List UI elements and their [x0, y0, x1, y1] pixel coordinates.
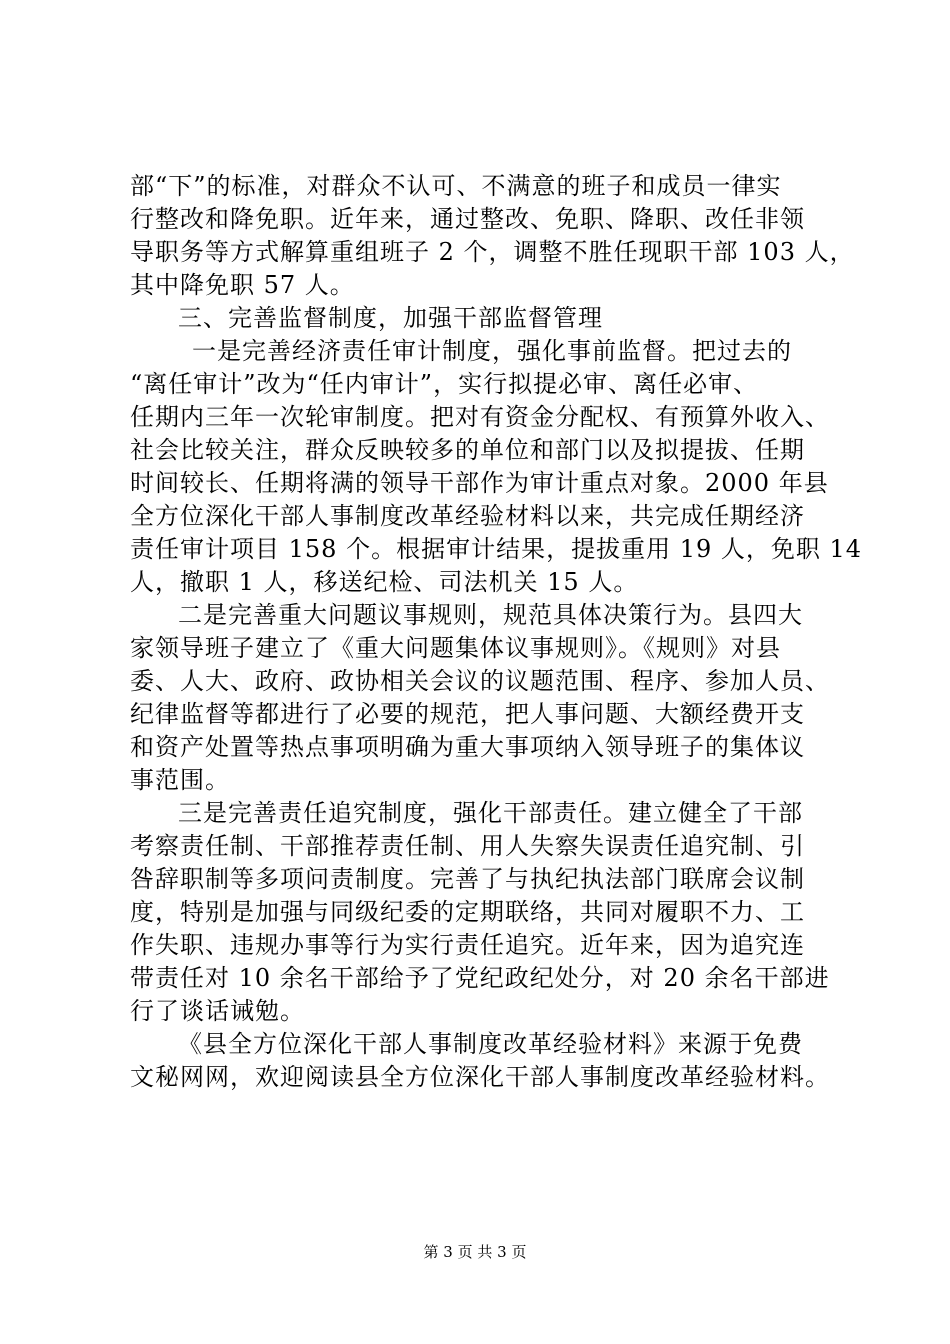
text-line: 任期内三年一次轮审制度。把对有资金分配权、有预算外收入、	[130, 403, 830, 431]
text-line: 三是完善责任追究制度，强化干部责任。建立健全了干部	[178, 799, 803, 827]
text-line: 一是完善经济责任审计制度，强化事前监督。把过去的	[192, 337, 792, 365]
page-number-label: 第 3 页 共 3 页	[423, 1243, 527, 1261]
text-line: 全方位深化干部人事制度改革经验材料以来，共完成任期经济	[130, 502, 805, 530]
text-line: 文秘网网，欢迎阅读县全方位深化干部人事制度改革经验材料。	[130, 1063, 830, 1091]
text-line: 家领导班子建立了《重大问题集体议事规则》。《规则》对县	[130, 634, 781, 662]
text-line: 度，特别是加强与同级纪委的定期联络，共同对履职不力、工	[130, 898, 805, 926]
text-line: 人，撤职 1 人，移送纪检、司法机关 15 人。	[130, 568, 639, 596]
text-line: 其中降免职 57 人。	[130, 271, 355, 299]
text-line: 行整改和降免职。近年来，通过整改、免职、降职、改任非领	[130, 205, 805, 233]
text-line: 委、人大、政府、政协相关会议的议题范围、程序、参加人员、	[130, 667, 830, 695]
text-line: 时间较长、任期将满的领导干部作为审计重点对象。2000 年县	[130, 469, 829, 497]
text-line: 二是完善重大问题议事规则，规范具体决策行为。县四大	[178, 601, 803, 629]
text-line: 《县全方位深化干部人事制度改革经验材料》来源于免费	[178, 1030, 803, 1058]
text-line: 纪律监督等都进行了必要的规范，把人事问题、大额经费开支	[130, 700, 805, 728]
text-line: 行了谈话诫勉。	[130, 997, 305, 1025]
page-footer	[0, 1242, 950, 1262]
text-line: 带责任对 10 余名干部给予了党纪政纪处分，对 20 余名干部进	[130, 964, 830, 992]
text-line: 考察责任制、干部推荐责任制、用人失察失误责任追究制、引	[130, 832, 805, 860]
text-line: 事范围。	[130, 766, 230, 794]
text-line: 责任审计项目 158 个。根据审计结果，提拔重用 19 人，免职 14	[130, 535, 863, 563]
text-line: 咎辞职制等多项问责制度。完善了与执纪执法部门联席会议制	[130, 865, 805, 893]
section-heading: 三、完善监督制度，加强干部监督管理	[178, 304, 603, 332]
text-line: 导职务等方式解算重组班子 2 个，调整不胜任现职干部 103 人，	[130, 238, 855, 266]
text-line: 部“下”的标准，对群众不认可、不满意的班子和成员一律实	[130, 172, 782, 200]
document-body	[130, 170, 863, 1094]
text-line: 作失职、违规办事等行为实行责任追究。近年来，因为追究连	[130, 931, 805, 959]
text-line: “离任审计”改为“任内审计”，实行拟提必审、离任必审、	[130, 370, 759, 398]
text-line: 和资产处置等热点事项明确为重大事项纳入领导班子的集体议	[130, 733, 805, 761]
text-line: 社会比较关注，群众反映较多的单位和部门以及拟提拔、任期	[130, 436, 805, 464]
